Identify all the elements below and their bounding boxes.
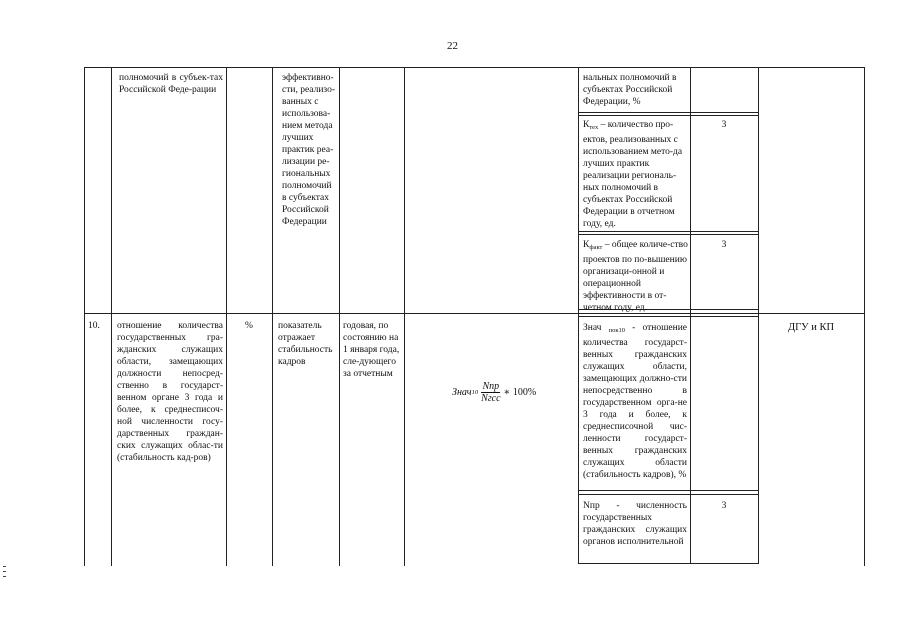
indicator-definition-continued: эффективно-сти, реализо-ванных с использова-нием метода лучших практик реа-лизации ре-гиональных полномочий в субъектах Российской Федерации	[282, 73, 336, 227]
subcell-line	[578, 316, 758, 317]
variable-subscript: тех	[589, 124, 599, 131]
unit-of-measure: %	[245, 321, 253, 331]
col-border	[690, 67, 691, 564]
col-border	[864, 67, 865, 566]
responsible-body: ДГУ и КП	[787, 322, 835, 333]
formula-numerator: Nпр	[482, 381, 500, 392]
periodicity: годовая, по состоянию на 1 января года, сле-дующего за отчетным	[343, 321, 400, 379]
col-border	[111, 67, 112, 566]
variable-symbol: К	[583, 240, 590, 250]
scan-edge-mark	[3, 566, 6, 567]
subcell-line	[578, 115, 758, 116]
col-border	[578, 67, 579, 564]
row-number: 10.	[88, 321, 100, 331]
variable-symbol: К	[583, 120, 590, 130]
variable-symbol: Знач	[583, 323, 602, 333]
variable-subscript: факт	[589, 244, 603, 251]
indicator-name-continued: полномочий в субъек-тах Российской Феде-рации	[119, 73, 223, 95]
variable-description: Nпр - численность государственных гражданских служащих органов исполнительной	[583, 501, 687, 547]
scan-edge-mark	[3, 576, 6, 577]
formula-fraction	[480, 381, 501, 404]
variable-description	[583, 322, 687, 481]
formula-denominator: Nгсс	[481, 393, 501, 404]
formula-lhs: Знач	[452, 387, 472, 398]
subcell-line	[578, 112, 758, 113]
col-border	[226, 67, 227, 566]
indicator-definition: показатель отражает стабильность кадров	[278, 321, 333, 367]
variable-text: – количество про-ектов, реализованных с использованием мето-да лучших практик реализации региональ-ных полномочий в субъектах Российской Федерации в отчетном году, ед.	[583, 120, 683, 229]
calculation-formula	[452, 381, 536, 404]
variable-text: – общее количе-ство проектов по по-вышению организаци-онной и операционной эффективности в от-четном году, ед.	[583, 240, 688, 313]
indicator-name: отношение количества государственных гра-жданских служащих области, замещающих должности непосред-ственно в государст-венном органе 3 года и более, к среднесписоч-ной численности госу-дарственных граждан-ских служащих облас-ти (стабильность кад-ров)	[117, 321, 223, 463]
variable-description	[583, 119, 688, 230]
subcell-line	[578, 563, 758, 564]
subcell-line	[578, 234, 758, 235]
col-border	[758, 67, 759, 564]
subcell-line	[578, 494, 758, 495]
variable-subscript: пок10	[608, 327, 626, 334]
data-source-code: 3	[721, 501, 727, 511]
data-source-code: 3	[721, 240, 727, 250]
variable-text: - отношение количества государст-венных гражданских служащих области, замещающих должно-сти непосредственно в государственном орга-не 3 года и более, к среднесписочной чис-ленности государст-венных гражданских служащих области (стабильность кадров), %	[583, 323, 687, 480]
col-border	[84, 67, 85, 566]
scan-edge-mark	[3, 571, 6, 572]
row-separator	[84, 313, 864, 314]
variable-description: нальных полномочий в субъектах Российской Федерации, %	[583, 73, 677, 107]
subcell-line	[578, 231, 758, 232]
variable-description	[583, 239, 688, 314]
table-top-border	[84, 67, 864, 68]
formula-rhs: ∗ 100%	[503, 387, 537, 398]
subcell-line	[578, 490, 758, 491]
col-border	[404, 67, 405, 566]
formula-lhs-subscript: 10	[471, 389, 479, 396]
col-border	[339, 67, 340, 566]
page-number: 22	[447, 40, 458, 52]
col-border	[272, 67, 273, 566]
data-source-code: 3	[721, 120, 727, 130]
